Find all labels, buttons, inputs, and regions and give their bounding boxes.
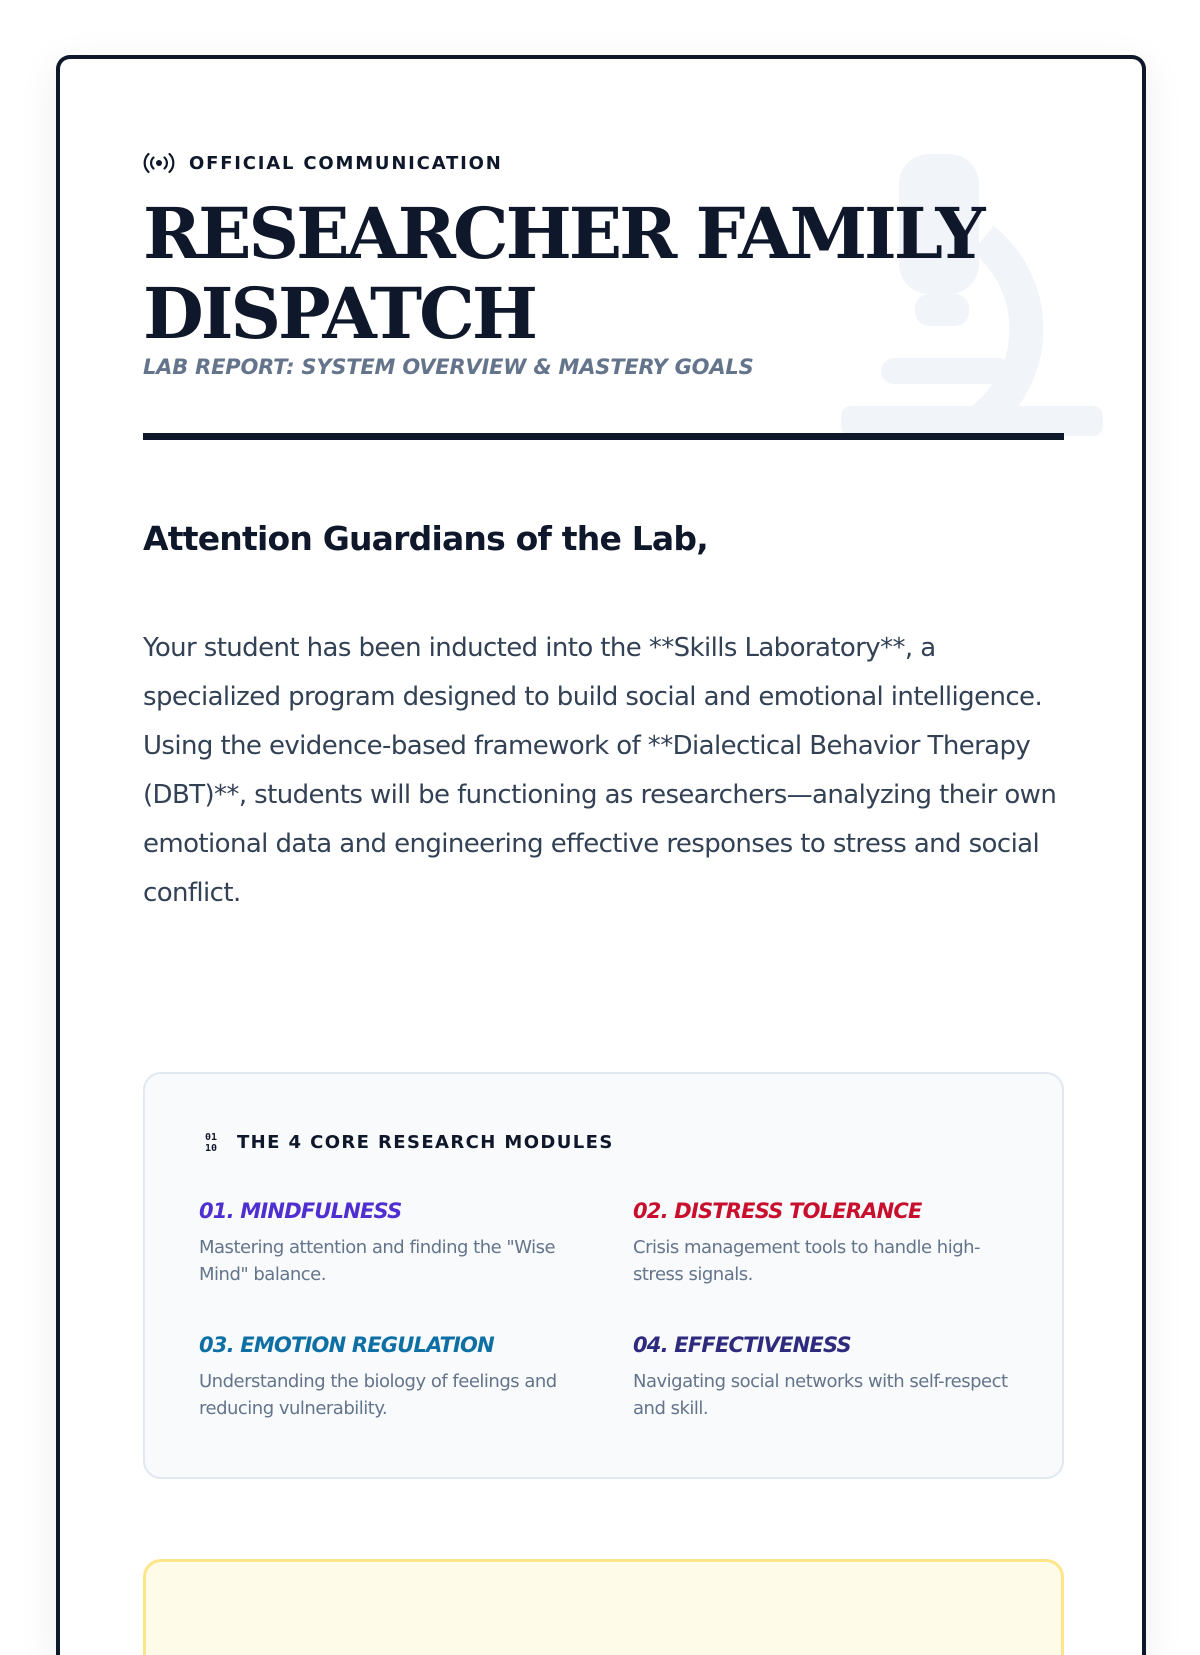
svg-text:10: 10 bbox=[205, 1143, 218, 1154]
page-subtitle: LAB REPORT: SYSTEM OVERVIEW & MASTERY GOALS bbox=[143, 355, 754, 379]
module-description: Crisis management tools to handle high-stress signals. bbox=[633, 1237, 981, 1285]
module-title: 01. MINDFULNESS bbox=[199, 1199, 402, 1223]
intro-paragraph: Your student has been inducted into the **Skills Laboratory**, a specialized program designed to build social and emotional intelligence. Using the evidence-based framework of **Dialectical Behavior Therapy (DBT)**, students will be functioning as researchers—analyzing their own emotional data and engineering effective responses to stress and social conflict. bbox=[143, 633, 1057, 908]
dispatch-card bbox=[56, 55, 1146, 1655]
broadcast-icon bbox=[143, 152, 175, 174]
svg-text:01: 01 bbox=[205, 1132, 218, 1143]
module-distress-tolerance bbox=[633, 1198, 1028, 1288]
greeting: Attention Guardians of the Lab, bbox=[143, 519, 708, 558]
module-title: 02. DISTRESS TOLERANCE bbox=[633, 1199, 922, 1223]
kicker-label: OFFICIAL COMMUNICATION bbox=[189, 152, 503, 174]
module-emotion-regulation bbox=[199, 1332, 594, 1422]
module-description: Navigating social networks with self-respect and skill. bbox=[633, 1371, 1008, 1419]
module-title: 04. EFFECTIVENESS bbox=[633, 1333, 851, 1357]
kicker-row bbox=[143, 149, 503, 177]
callout-box bbox=[143, 1559, 1064, 1655]
module-effectiveness bbox=[633, 1332, 1028, 1422]
module-mindfulness bbox=[199, 1198, 594, 1288]
modules-heading-row bbox=[203, 1130, 614, 1154]
modules-heading: THE 4 CORE RESEARCH MODULES bbox=[237, 1131, 614, 1153]
header-divider bbox=[143, 433, 1064, 440]
page-title: RESEARCHER FAMILY DISPATCH bbox=[143, 192, 983, 355]
binary-icon bbox=[203, 1130, 223, 1154]
module-description: Mastering attention and finding the "Wise Mind" balance. bbox=[199, 1237, 556, 1285]
module-description: Understanding the biology of feelings and reducing vulnerability. bbox=[199, 1371, 557, 1419]
modules-panel bbox=[143, 1072, 1064, 1479]
module-title: 03. EMOTION REGULATION bbox=[199, 1333, 494, 1357]
